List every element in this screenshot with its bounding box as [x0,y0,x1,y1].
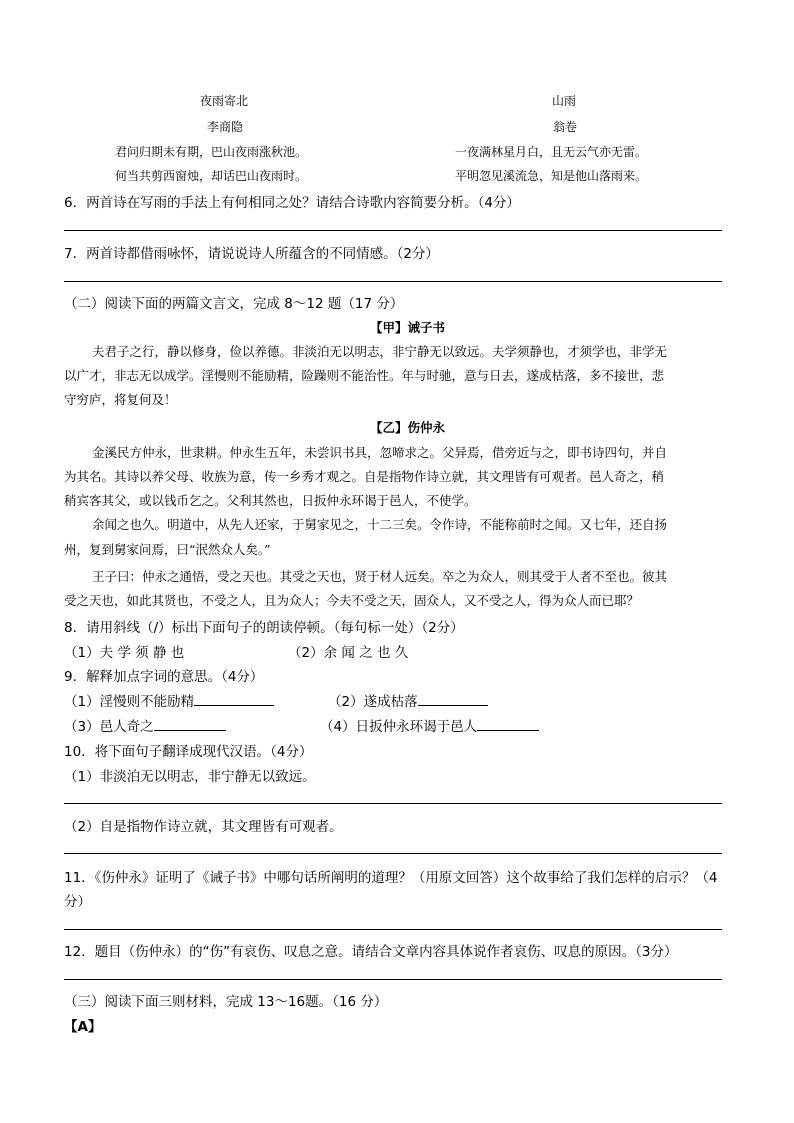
text-b-line: 受之天也，如此其贤也，不受之人，且为众人；今夫不受之天，固众人，又不受之人，得为众人而已耶？ [64,593,640,608]
text-a-line: 守穷庐，将复何及！ [64,392,177,407]
material-a-label: 【A】 [64,1019,102,1035]
q9-item-3 [64,715,226,735]
text-b-line: 州，复到舅家问焉，曰“泯然众人矣。” [64,542,271,557]
answer-line-10-1[interactable] [64,803,722,804]
text-b-line: 金溪民方仲永，世隶耕。仲永生五年，未尝识书具，忽啼求之。父异焉，借旁近与之，即书诗四句，并自 [92,445,668,460]
text-a-line: 夫君子之行，静以修身，俭以养德。非淡泊无以明志，非宁静无以致远。夫学须静也，才须学也，非学无 [92,344,668,359]
poem1-line2: 何当共剪西窗烛，却话巴山夜雨时。 [115,169,308,183]
question-11-line2: 分） [64,894,91,910]
poem2-line2: 平明忽见溪流急，知是他山落雨来。 [455,169,648,183]
answer-line-12[interactable] [64,979,722,980]
q9-item-2-text: （2）遂成枯落 [328,694,418,710]
poem1-line1: 君问归期未有期，巴山夜雨涨秋池。 [115,145,308,159]
q8-item-1: （1）夫 学 须 静 也 [64,645,185,661]
q9-answer-blank-3[interactable] [154,716,226,731]
answer-line-10-2[interactable] [64,853,722,854]
q9-answer-blank-2[interactable] [418,691,488,706]
poem1-title: 夜雨寄北 [200,94,249,108]
section-2-heading: （二）阅读下面的两篇文言文，完成 8～12 题（17 分） [64,296,404,312]
text-b-line: 余闻之也久。明道中，从先人还家，于舅家见之，十二三矣。令作诗，不能称前时之闻。又七年，还自扬 [92,517,668,532]
text-a-title: 【甲】诫子书 [370,320,446,335]
q9-item-3-text: （3）邑人奇之 [64,719,154,735]
question-9: 9．解释加点字词的意思。（4分） [64,669,264,685]
q8-item-2: （2）余 闻 之 也 久 [288,645,409,661]
question-11-line1: 11．《伤仲永》证明了《诫子书》中哪句话所阐明的道理？（用原文回答）这个故事给了我们怎样的启示？（4 [64,870,718,886]
poem2-author: 翁卷 [553,120,578,134]
text-a-line: 以广才，非志无以成学。淫慢则不能励精，险躁则不能治性。年与时驰，意与日去，遂成枯落，多不接世，悲 [64,368,665,383]
answer-line-11[interactable] [64,929,722,930]
question-6: 6．两首诗在写雨的手法上有何相同之处？请结合诗歌内容简要分析。（4分） [64,195,520,211]
section-3-heading: （三）阅读下面三则材料，完成 13～16题。（16 分） [64,994,388,1010]
q9-item-1-text: （1）淫慢则不能励精 [64,694,195,710]
q9-item-2 [328,690,488,710]
q9-answer-blank-4[interactable] [477,716,539,731]
q10-item-1: （1）非淡泊无以明志，非宁静无以致远。 [64,769,316,785]
answer-line-7[interactable] [64,281,722,282]
question-8: 8．请用斜线（/）标出下面句子的朗读停顿。（每句标一处）（2分） [64,620,464,636]
text-b-line: 为其名。其诗以养父母、收族为意，传一乡秀才观之。自是指物作诗立就，其文理皆有可观者。邑人奇之，稍 [64,469,665,484]
poem1-author: 李商隐 [207,120,244,134]
poem2-title: 山雨 [552,94,577,108]
q9-item-1 [64,690,274,710]
question-12: 12．题目（伤仲永）的“伤”有哀伤、叹息之意。请结合文章内容具体说作者哀伤、叹息的原因。（3分） [64,944,678,960]
q9-answer-blank-1[interactable] [194,691,274,706]
q9-item-4-text: （4）日扳仲永环谒于邑人 [320,719,478,735]
question-7: 7．两首诗都借雨咏怀，请说说诗人所蕴含的不同情感。（2分） [64,246,439,262]
q9-item-4 [320,715,539,735]
text-b-line: 王子曰：仲永之通悟，受之天也。其受之天也，贤于材人远矣。卒之为众人，则其受于人者不至也。彼其 [92,569,668,584]
text-b-title: 【乙】伤仲永 [370,420,446,435]
text-b-line: 稍宾客其父，或以钱币乞之。父利其然也，日扳仲永环谒于邑人，不使学。 [64,493,477,508]
question-10: 10．将下面句子翻译成现代汉语。（4分） [64,744,313,760]
poem2-line1: 一夜满林星月白，且无云气亦无雷。 [455,145,648,159]
answer-line-6[interactable] [64,230,722,231]
q10-item-2: （2）自是指物作诗立就，其文理皆有可观者。 [64,819,343,835]
